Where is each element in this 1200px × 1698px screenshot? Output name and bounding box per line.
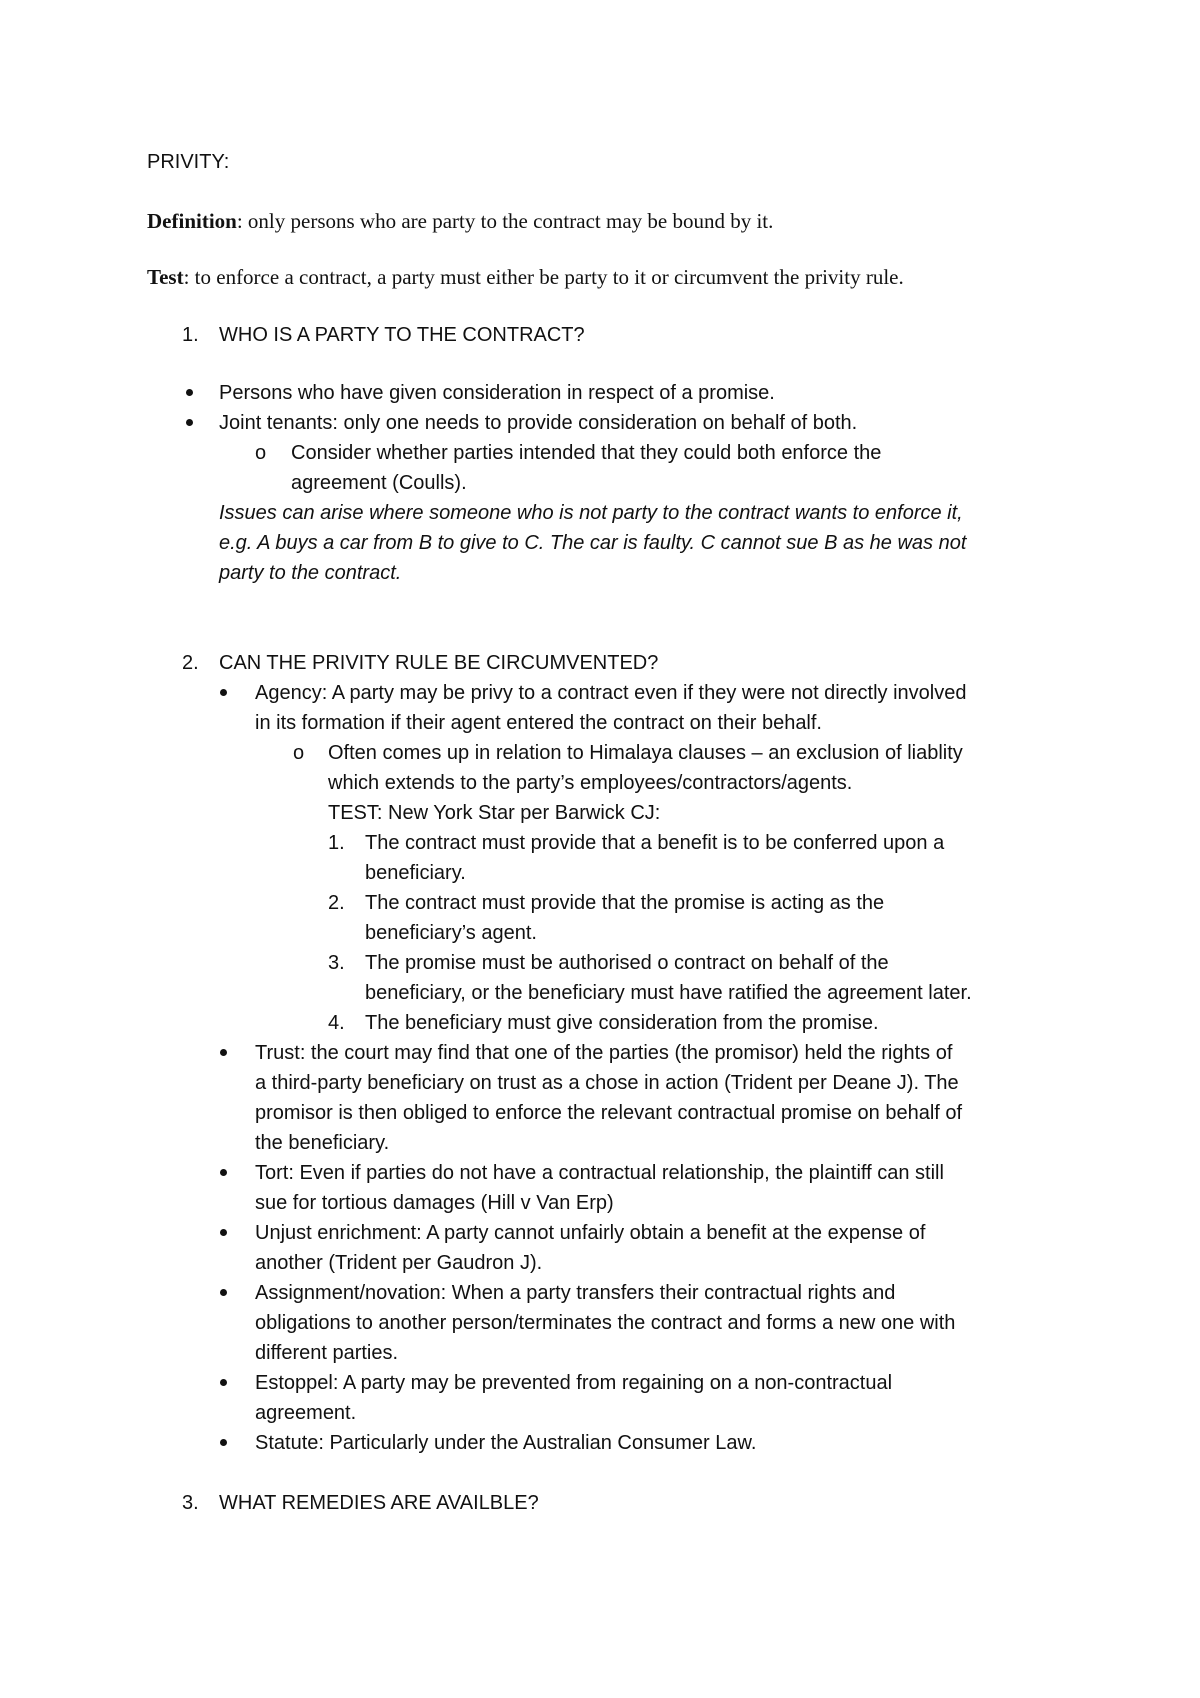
tort-line-2: sue for tortious damages (Hill v Van Erp) bbox=[255, 1192, 614, 1214]
step-number: 4. bbox=[328, 1012, 345, 1034]
himalaya-line-1: Often comes up in relation to Himalaya clauses – an exclusion of liablity bbox=[328, 742, 963, 764]
statute-line: Statute: Particularly under the Australian Consumer Law. bbox=[255, 1432, 757, 1454]
assignment-line-1: Assignment/novation: When a party transfers their contractual rights and bbox=[255, 1282, 896, 1304]
agency-line-2: in its formation if their agent entered the contract on their behalf. bbox=[255, 712, 822, 734]
bullet-icon bbox=[186, 389, 193, 396]
trust-line-1: Trust: the court may find that one of the parties (the promisor) held the rights of bbox=[255, 1042, 953, 1064]
section-1-note-line-2: e.g. A buys a car from B to give to C. The car is faulty. C cannot sue B as he was not bbox=[219, 532, 967, 554]
step-1-line-2: beneficiary. bbox=[365, 862, 466, 884]
unjust-line-1: Unjust enrichment: A party cannot unfairly obtain a benefit at the expense of bbox=[255, 1222, 926, 1244]
section-2-title: CAN THE PRIVITY RULE BE CIRCUMVENTED? bbox=[219, 652, 659, 674]
section-3-title: WHAT REMEDIES ARE AVAILBLE? bbox=[219, 1492, 539, 1514]
definition-term: Definition bbox=[147, 209, 237, 233]
agency-line-1: Agency: A party may be privy to a contract even if they were not directly involved bbox=[255, 682, 967, 704]
sub-bullet-marker: o bbox=[255, 442, 267, 464]
step-2-line-1: The contract must provide that the promise is acting as the bbox=[365, 892, 885, 914]
definition-text: : only persons who are party to the contract may be bound by it. bbox=[236, 209, 774, 233]
step-3-line-1: The promise must be authorised o contract on behalf of the bbox=[365, 952, 889, 974]
trust-line-3: promisor is then obliged to enforce the relevant contractual promise on behalf of bbox=[255, 1102, 963, 1124]
test-text: : to enforce a contract, a party must either be party to it or circumvent the privity rule. bbox=[183, 265, 904, 289]
assignment-line-2: obligations to another person/terminates the contract and forms a new one with bbox=[255, 1312, 956, 1334]
bullet-icon bbox=[220, 1229, 227, 1236]
bullet-icon bbox=[220, 689, 227, 696]
bullet-icon bbox=[220, 1169, 227, 1176]
estoppel-line-2: agreement. bbox=[255, 1402, 357, 1424]
test-paragraph bbox=[147, 262, 904, 292]
estoppel-line-1: Estoppel: A party may be prevented from regaining on a non-contractual bbox=[255, 1372, 893, 1394]
section-1-bullet-joint-tenants: Joint tenants: only one needs to provide consideration on behalf of both. bbox=[219, 412, 858, 434]
step-2-line-2: beneficiary’s agent. bbox=[365, 922, 537, 944]
section-1-number: 1. bbox=[182, 324, 199, 346]
assignment-line-3: different parties. bbox=[255, 1342, 399, 1364]
section-3-number: 3. bbox=[182, 1492, 199, 1514]
definition-paragraph bbox=[147, 206, 773, 236]
section-1-sub-line-1: Consider whether parties intended that they could both enforce the bbox=[291, 442, 882, 464]
himalaya-line-2: which extends to the party’s employees/contractors/agents. bbox=[328, 772, 853, 794]
step-3-line-2: beneficiary, or the beneficiary must have ratified the agreement later. bbox=[365, 982, 972, 1004]
trust-line-4: the beneficiary. bbox=[255, 1132, 390, 1154]
step-1-line-1: The contract must provide that a benefit is to be conferred upon a bbox=[365, 832, 945, 854]
bullet-icon bbox=[220, 1049, 227, 1056]
step-number: 3. bbox=[328, 952, 345, 974]
section-2-number: 2. bbox=[182, 652, 199, 674]
bullet-icon bbox=[220, 1439, 227, 1446]
sub-bullet-marker: o bbox=[293, 742, 305, 764]
tort-line-1: Tort: Even if parties do not have a contractual relationship, the plaintiff can still bbox=[255, 1162, 944, 1184]
test-new-york-star: TEST: New York Star per Barwick CJ: bbox=[328, 802, 661, 824]
unjust-line-2: another (Trident per Gaudron J). bbox=[255, 1252, 543, 1274]
section-1-note-line-3: party to the contract. bbox=[219, 562, 402, 584]
section-1-bullet-consideration: Persons who have given consideration in respect of a promise. bbox=[219, 382, 775, 404]
step-number: 2. bbox=[328, 892, 345, 914]
test-term: Test bbox=[147, 265, 184, 289]
step-number: 1. bbox=[328, 832, 345, 854]
bullet-icon bbox=[186, 419, 193, 426]
section-1-sub-line-2: agreement (Coulls). bbox=[291, 472, 467, 494]
page-heading: PRIVITY: bbox=[147, 151, 230, 173]
bullet-icon bbox=[220, 1289, 227, 1296]
step-4-line-1: The beneficiary must give consideration from the promise. bbox=[365, 1012, 879, 1034]
trust-line-2: a third-party beneficiary on trust as a chose in action (Trident per Deane J). The bbox=[255, 1072, 959, 1094]
section-1-note-line-1: Issues can arise where someone who is not party to the contract wants to enforce it, bbox=[219, 502, 963, 524]
section-1-title: WHO IS A PARTY TO THE CONTRACT? bbox=[219, 324, 585, 346]
bullet-icon bbox=[220, 1379, 227, 1386]
